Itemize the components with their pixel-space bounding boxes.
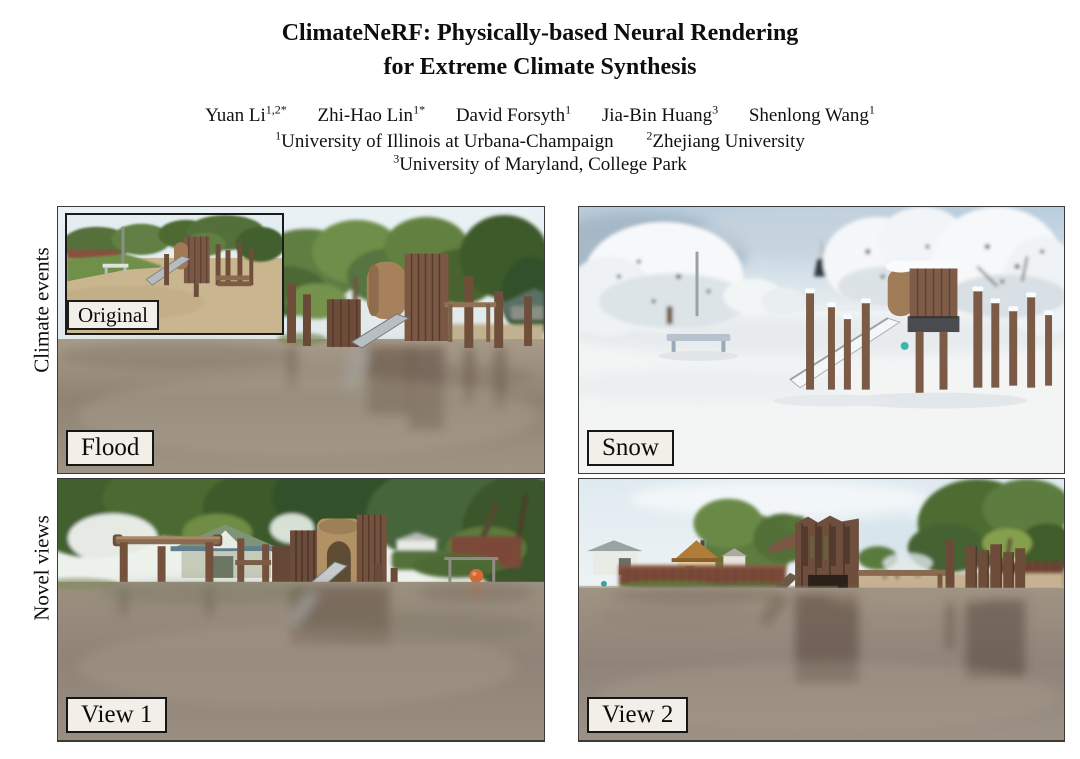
original-inset xyxy=(65,213,284,335)
view1-orange-ball xyxy=(469,569,483,583)
affiliation-line-2 xyxy=(0,153,1080,176)
row-label-climate-events: Climate events xyxy=(29,247,54,373)
author-line xyxy=(0,104,1080,128)
author-3: Jia-Bin Huang$^3$ xyxy=(601,102,719,126)
panel-view2 xyxy=(578,478,1065,742)
view1-reflections xyxy=(78,581,536,707)
paper-title-line2: for Extreme Climate Synthesis xyxy=(383,54,697,80)
paper-title-line1: ClimateNeRF: Physically-based Neural Rendering xyxy=(281,20,799,46)
author-4: Shenlong Wang$^1$ xyxy=(748,102,875,126)
author-0: Yuan $Li^{1,2*}$ xyxy=(205,102,287,126)
affiliation-0: $^1$University of Illinois at Urbana-Champaign xyxy=(275,128,614,152)
view2-beam xyxy=(859,570,947,576)
view1-label: View 1 xyxy=(66,697,167,733)
snow-pole xyxy=(696,252,699,317)
row-label-novel-views: Novel views xyxy=(29,515,54,621)
panel-view1 xyxy=(57,478,545,742)
affiliation-1: $^2$Zhejiang University xyxy=(646,128,805,152)
author-1: Zhi-Hao Lin$^{1*}$ xyxy=(317,102,426,126)
affiliation-2: $^3$University of Maryland, College Park xyxy=(393,151,687,175)
author-2: David Forsyth$^1$ xyxy=(455,102,572,126)
panel-snow xyxy=(578,206,1065,474)
flood-label: Flood xyxy=(66,430,154,466)
snow-label: Snow xyxy=(587,430,674,466)
paper-title xyxy=(0,16,1080,84)
panel-flood xyxy=(57,206,545,474)
affiliation-line-1 xyxy=(0,130,1080,153)
view2-label: View 2 xyxy=(587,697,688,733)
original-label: Original xyxy=(67,300,159,330)
